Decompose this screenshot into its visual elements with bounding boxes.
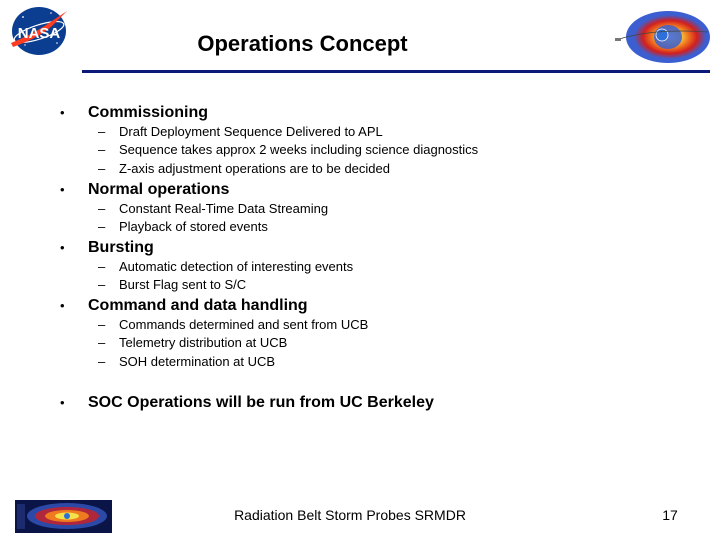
sub-bullet-marker: – (98, 335, 106, 350)
slide-title: Operations Concept (197, 31, 408, 56)
sub-bullet-text: Commands determined and sent from UCB (119, 317, 369, 332)
bullet-marker: • (60, 182, 65, 197)
sub-bullet-text: Z-axis adjustment operations are to be decided (119, 161, 390, 176)
sub-bullet-marker: – (98, 259, 106, 274)
sub-bullet-text: Draft Deployment Sequence Delivered to APL (119, 124, 383, 139)
sub-bullet-marker: – (98, 317, 106, 332)
page-number: 17 (662, 507, 678, 523)
sub-bullet-marker: – (98, 277, 106, 292)
sub-bullet-text: Constant Real-Time Data Streaming (119, 201, 329, 216)
sub-bullet-text: Playback of stored events (119, 219, 268, 234)
nasa-wordmark: NASA (17, 25, 61, 42)
bullet-label: Normal operations (88, 181, 230, 198)
bullet-label: Bursting (88, 239, 154, 256)
bullet-marker: • (60, 298, 65, 313)
bullet-label: Commissioning (88, 104, 209, 121)
sub-bullet-marker: – (98, 142, 106, 157)
sub-bullet-marker: – (98, 201, 106, 216)
nasa-logo (5, 3, 73, 59)
sub-bullet-text: Sequence takes approx 2 weeks including science diagnostics (119, 142, 479, 157)
sub-bullet-text: SOH determination at UCB (119, 354, 276, 369)
sub-bullet-marker: – (98, 354, 106, 369)
sub-bullet-text: Burst Flag sent to S/C (119, 277, 247, 292)
footer-title: Radiation Belt Storm Probes SRMDR (234, 507, 466, 523)
sub-bullet-marker: – (98, 124, 106, 139)
title-divider (82, 70, 710, 73)
sub-bullet-marker: – (98, 219, 106, 234)
bullet-label: Command and data handling (88, 297, 308, 314)
sub-bullet-text: Automatic detection of interesting events (119, 259, 354, 274)
bullet-marker: • (60, 395, 65, 410)
sub-bullet-marker: – (98, 161, 106, 176)
bullet-marker: • (60, 240, 65, 255)
bullet-label: SOC Operations will be run from UC Berkeley (88, 394, 434, 411)
bullet-marker: • (60, 105, 65, 120)
radiation-belt-logo (612, 8, 712, 66)
mission-footer-logo (15, 500, 112, 533)
sub-bullet-text: Telemetry distribution at UCB (119, 335, 288, 350)
